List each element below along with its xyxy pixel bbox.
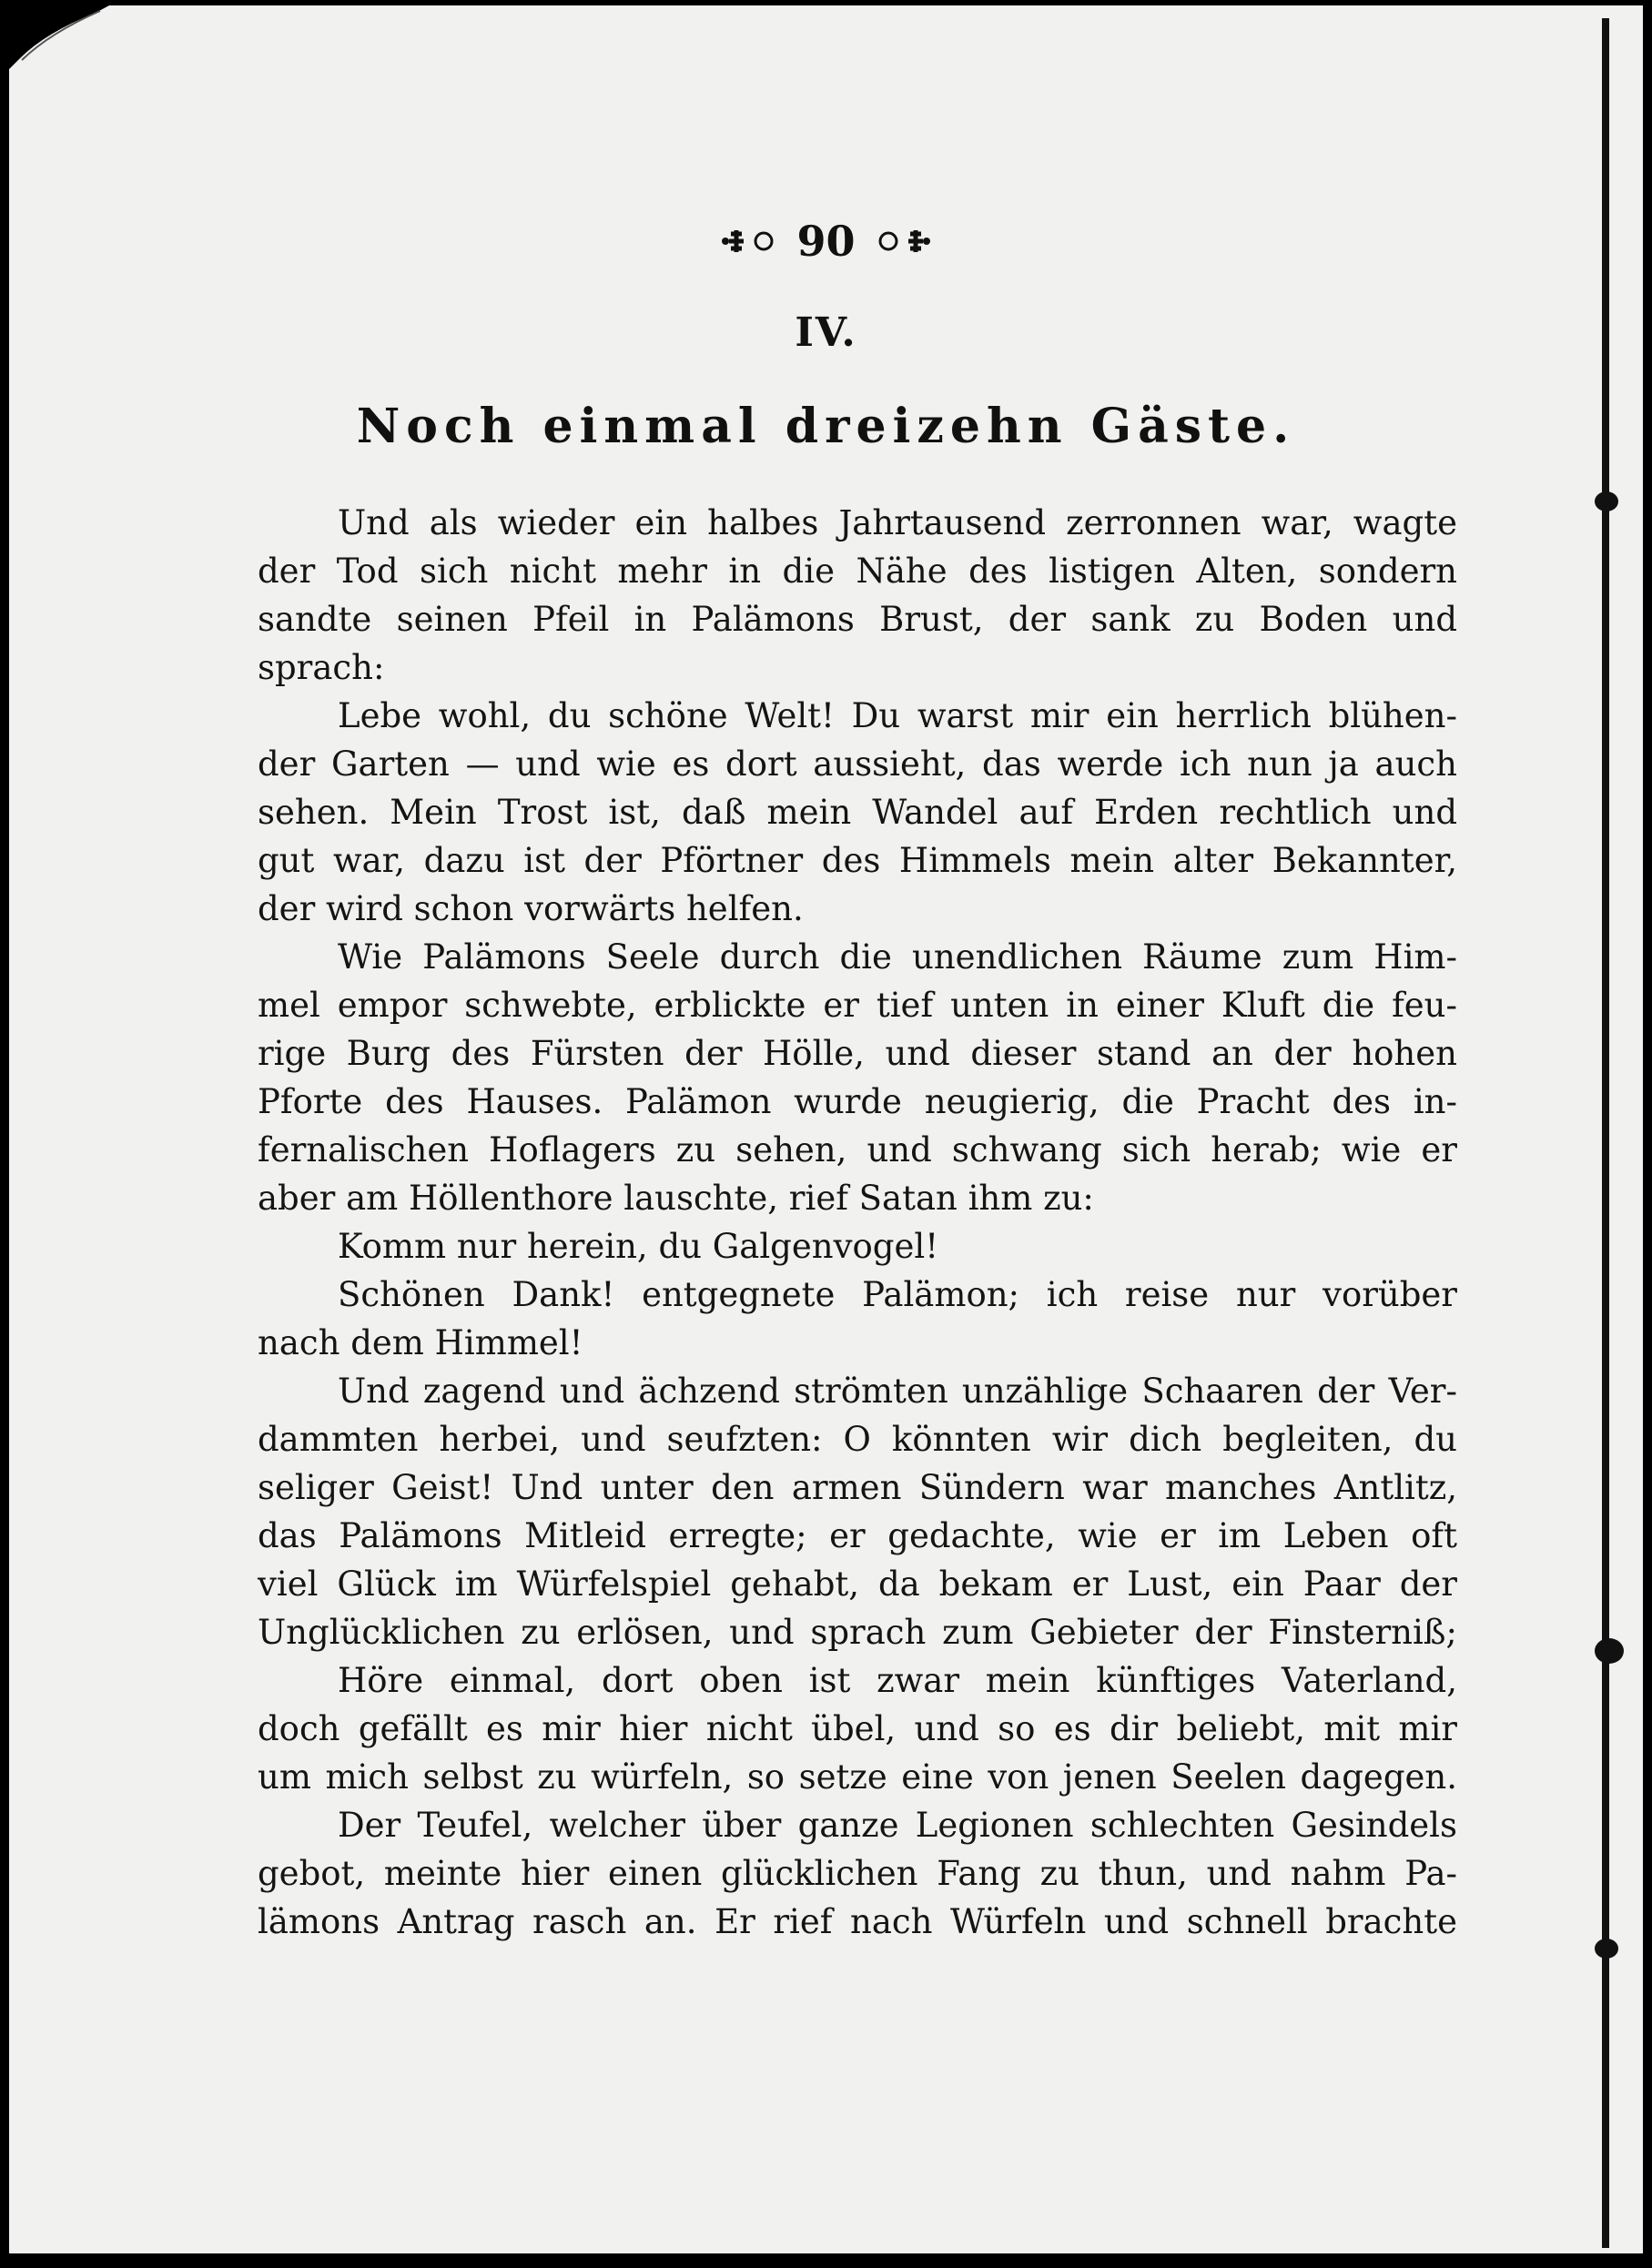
text-line: mel empor schwebte, erblickte er tief unten in einer Kluft die feu-: [258, 986, 1457, 1025]
text-line: Und als wieder ein halbes Jahrtausend zerronnen war, wagte: [338, 503, 1457, 542]
text-line: viel Glück im Würfelspiel gehabt, da bekam er Lust, ein Paar der: [258, 1564, 1457, 1604]
text-line: Lebe wohl, du schöne Welt! Du warst mir ein herrlich blühen-: [338, 696, 1457, 735]
text-line: der Tod sich nicht mehr in die Nähe des listigen Alten, sondern: [258, 552, 1457, 591]
folded-corner-mark: [9, 5, 109, 78]
text-line: Schönen Dank! entgegnete Palämon; ich reise nur vorüber: [338, 1275, 1457, 1314]
text-line: um mich selbst zu würfeln, so setze eine von jenen Seelen dagegen.: [258, 1757, 1457, 1797]
text-line: doch gefällt es mir hier nicht übel, und so es dir beliebt, mit mir: [258, 1709, 1457, 1748]
text-line: sandte seinen Pfeil in Palämons Brust, der sank zu Boden und: [258, 600, 1457, 639]
text-line: gebot, meinte hier einen glücklichen Fang zu thun, und nahm Pa-: [258, 1854, 1457, 1893]
text-line: fernalischen Hoflagers zu sehen, und schwang sich herab; wie er: [258, 1130, 1457, 1169]
text-line: nach dem Himmel!: [258, 1323, 583, 1362]
text-line: der Garten — und wie es dort aussieht, das werde ich nun ja auch: [258, 744, 1457, 784]
text-line: sehen. Mein Trost ist, daß mein Wandel auf Erden rechtlich und: [258, 793, 1457, 832]
binding-mark: [1595, 1638, 1624, 1664]
chapter-title: Noch einmal dreizehn Gäste.: [356, 399, 1296, 454]
text-line: Wie Palämons Seele durch die unendlichen Räume zum Him-: [338, 937, 1457, 977]
body-text: [258, 499, 1457, 1946]
text-line: Höre einmal, dort oben ist zwar mein künftiges Vaterland,: [338, 1661, 1457, 1700]
text-line: rige Burg des Fürsten der Hölle, und dieser stand an der hohen: [258, 1034, 1457, 1073]
text-line: Der Teufel, welcher über ganze Legionen schlechten Gesindels: [338, 1806, 1457, 1845]
text-line: gut war, dazu ist der Pförtner des Himmels mein alter Bekannter,: [258, 841, 1457, 880]
text-line: dammten herbei, und seufzten: O könnten wir dich begleiten, du: [258, 1420, 1457, 1459]
binding-mark: [1595, 1939, 1618, 1959]
page-number: 90: [796, 217, 856, 266]
text-line: das Palämons Mitleid erregte; er gedachte, wie er im Leben oft: [258, 1516, 1457, 1555]
text-line: seliger Geist! Und unter den armen Sündern war manches Antlitz,: [258, 1468, 1457, 1507]
text-line: der wird schon vorwärts helfen.: [258, 889, 804, 928]
text-line: Unglücklichen zu erlösen, und sprach zum Gebieter der Finsterniß;: [258, 1613, 1457, 1652]
binding-mark: [1595, 491, 1618, 511]
ornament-left-icon: [716, 223, 780, 259]
text-line: Und zagend und ächzend strömten unzählige Schaaren der Ver-: [338, 1372, 1457, 1411]
text-line: aber am Höllenthore lauschte, rief Satan ihm zu:: [258, 1179, 1094, 1218]
page-header: [0, 209, 1652, 273]
text-line: Komm nur herein, du Galgenvogel!: [338, 1227, 939, 1266]
text-line: sprach:: [258, 648, 385, 687]
text-line: lämons Antrag rasch an. Er rief nach Würfeln und schnell brachte: [258, 1902, 1457, 1941]
text-line: Pforte des Hauses. Palämon wurde neugierig, die Pracht des in-: [258, 1082, 1457, 1121]
chapter-numeral: IV.: [795, 309, 857, 356]
ornament-right-icon: [872, 223, 936, 259]
